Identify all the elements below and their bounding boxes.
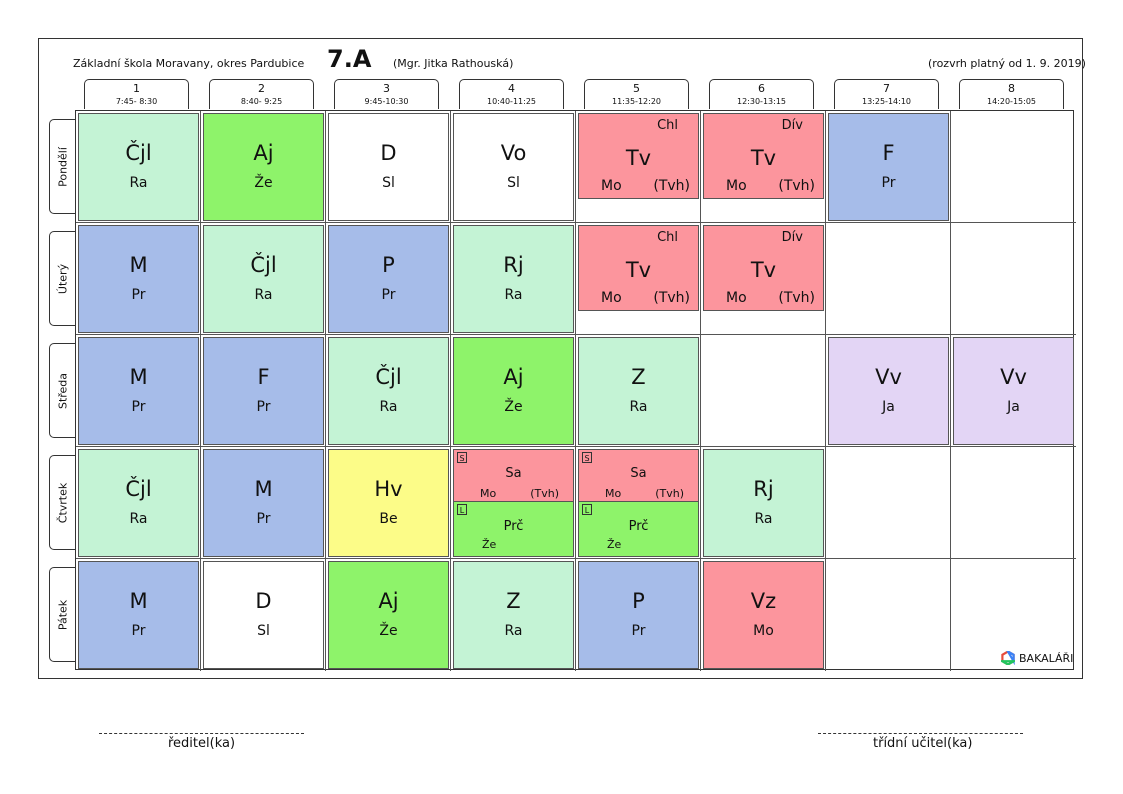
lesson-card — [578, 449, 699, 557]
group-tag-l: L — [582, 504, 592, 515]
day-name: Čtvrtek — [56, 482, 69, 523]
lesson-teacher: Pr — [131, 623, 146, 639]
lesson-subject: P — [632, 589, 645, 613]
lesson-teacher: Že — [504, 399, 523, 415]
lesson-card — [203, 113, 324, 221]
period-header — [459, 79, 564, 109]
period-time: 7:45- 8:30 — [115, 97, 158, 106]
lesson-teacher: Mo — [480, 487, 497, 500]
director-label: ředitel(ka) — [168, 736, 236, 751]
lesson-card — [203, 561, 324, 669]
lesson-room: (Tvh) — [655, 487, 684, 500]
lesson-subject: Rj — [503, 253, 524, 277]
period-header — [209, 79, 314, 109]
lesson-subject: Sa — [505, 466, 522, 481]
lesson-card — [703, 113, 824, 199]
lesson-teacher: Sl — [507, 175, 520, 191]
lesson-teacher: Že — [607, 538, 622, 551]
lesson-card — [828, 337, 949, 445]
lesson-subject: Čjl — [125, 141, 152, 165]
lesson-card — [328, 561, 449, 669]
lesson-room: (Tvh) — [778, 290, 815, 306]
day-name: Pondělí — [56, 146, 69, 187]
period-number: 5 — [633, 82, 640, 95]
lesson-card — [703, 449, 824, 557]
lesson-subject: Prč — [503, 519, 524, 534]
lesson-subject: D — [380, 141, 397, 165]
lesson-teacher: Že — [254, 175, 273, 191]
lesson-card — [703, 225, 824, 311]
period-header — [959, 79, 1064, 109]
lesson-teacher: Ja — [1007, 399, 1020, 415]
period-number: 8 — [1008, 82, 1015, 95]
bakalari-hex-icon — [1001, 651, 1015, 665]
period-number: 3 — [383, 82, 390, 95]
period-header — [709, 79, 814, 109]
lesson-teacher: Ra — [129, 175, 148, 191]
bakalari-logo-text: BAKALÁŘI — [1019, 651, 1074, 665]
lesson-subject: Prč — [628, 519, 649, 534]
day-label — [49, 567, 75, 662]
grid-cell — [826, 559, 951, 671]
lesson-card — [453, 225, 574, 333]
lesson-group-l — [454, 502, 573, 556]
lesson-card — [578, 561, 699, 669]
group-tag-s: S — [457, 452, 467, 463]
bakalari-logo — [1001, 651, 1073, 665]
lesson-subject: F — [882, 141, 895, 165]
lesson-teacher: Sl — [257, 623, 270, 639]
lesson-teacher: Ra — [504, 287, 523, 303]
class-teacher-signature-line — [818, 733, 1023, 734]
grid-cell — [826, 447, 951, 559]
lesson-teacher: Že — [379, 623, 398, 639]
lesson-card — [78, 113, 199, 221]
class-teacher-label: třídní učitel(ka) — [873, 736, 973, 751]
period-header — [834, 79, 939, 109]
lesson-teacher: Pr — [131, 287, 146, 303]
period-time: 9:45-10:30 — [364, 97, 409, 106]
lesson-subject: M — [129, 365, 148, 389]
lesson-card — [203, 225, 324, 333]
lesson-subject: Vo — [500, 141, 527, 165]
day-name: Pátek — [56, 599, 69, 630]
lesson-card — [328, 449, 449, 557]
period-time: 10:40-11:25 — [487, 97, 536, 106]
lesson-subject: Čjl — [250, 253, 277, 277]
period-header — [334, 79, 439, 109]
period-time: 12:30-13:15 — [737, 97, 786, 106]
lesson-card — [453, 337, 574, 445]
period-header — [584, 79, 689, 109]
lesson-subject: Rj — [753, 477, 774, 501]
lesson-subject: Tv — [625, 146, 652, 170]
lesson-room: (Tvh) — [653, 178, 690, 194]
period-time: 13:25-14:10 — [862, 97, 911, 106]
day-label — [49, 455, 75, 550]
lesson-teacher: Pr — [631, 623, 646, 639]
lesson-teacher: Pr — [881, 175, 896, 191]
school-name: Základní škola Moravany, okres Pardubice — [73, 57, 305, 70]
timetable-grid — [75, 110, 1074, 670]
lesson-teacher: Ra — [504, 623, 523, 639]
lesson-subject: Tv — [625, 258, 652, 282]
lesson-card — [703, 561, 824, 669]
validity-note: (rozvrh platný od 1. 9. 2019) — [928, 57, 1086, 70]
lesson-teacher: Ja — [882, 399, 895, 415]
lesson-teacher: Mo — [726, 178, 747, 194]
lesson-teacher: Ra — [379, 399, 398, 415]
lesson-subject: Aj — [378, 589, 399, 613]
lesson-subject: Aj — [253, 141, 274, 165]
lesson-subject: M — [129, 589, 148, 613]
lesson-room: (Tvh) — [778, 178, 815, 194]
lesson-group-s — [579, 450, 698, 502]
period-number: 6 — [758, 82, 765, 95]
lesson-card — [578, 225, 699, 311]
lesson-card — [828, 113, 949, 221]
period-time: 11:35-12:20 — [612, 97, 661, 106]
lesson-card — [78, 561, 199, 669]
lesson-subject: Tv — [750, 146, 777, 170]
lesson-card — [453, 113, 574, 221]
lesson-teacher: Pr — [381, 287, 396, 303]
lesson-card — [453, 449, 574, 557]
day-label — [49, 231, 75, 326]
lesson-room: (Tvh) — [530, 487, 559, 500]
period-number: 2 — [258, 82, 265, 95]
lesson-teacher: Mo — [726, 290, 747, 306]
lesson-subject: D — [255, 589, 272, 613]
lesson-card — [78, 449, 199, 557]
lesson-subject: Vv — [875, 365, 902, 389]
lesson-teacher: Mo — [601, 178, 622, 194]
lesson-teacher: Ra — [629, 399, 648, 415]
day-label — [49, 343, 75, 438]
lesson-group: Dív — [781, 230, 803, 245]
period-header — [84, 79, 189, 109]
lesson-subject: M — [129, 253, 148, 277]
grid-cell — [826, 223, 951, 335]
lesson-group-s — [454, 450, 573, 502]
class-title: 7.A — [327, 45, 372, 73]
lesson-teacher: Be — [379, 511, 398, 527]
day-label — [49, 119, 75, 214]
lesson-card — [78, 225, 199, 333]
class-teacher-name: (Mgr. Jitka Rathouská) — [393, 57, 514, 70]
lesson-subject: Z — [631, 365, 646, 389]
lesson-group: Chl — [657, 230, 678, 245]
lesson-teacher: Že — [482, 538, 497, 551]
period-number: 1 — [133, 82, 140, 95]
period-time: 8:40- 9:25 — [240, 97, 283, 106]
lesson-teacher: Ra — [129, 511, 148, 527]
lesson-subject: Vv — [1000, 365, 1027, 389]
lesson-card — [953, 337, 1074, 445]
lesson-subject: F — [257, 365, 270, 389]
group-tag-l: L — [457, 504, 467, 515]
lesson-teacher: Ra — [754, 511, 773, 527]
lesson-teacher: Pr — [256, 511, 271, 527]
period-number: 4 — [508, 82, 515, 95]
lesson-subject: Tv — [750, 258, 777, 282]
lesson-subject: Aj — [503, 365, 524, 389]
day-name: Středa — [56, 372, 69, 409]
grid-cell — [951, 223, 1076, 335]
lesson-teacher: Mo — [601, 290, 622, 306]
lesson-group: Dív — [781, 118, 803, 133]
grid-cell — [951, 447, 1076, 559]
lesson-teacher: Mo — [605, 487, 622, 500]
grid-cell — [701, 335, 826, 447]
lesson-teacher: Pr — [131, 399, 146, 415]
lesson-subject: Z — [506, 589, 521, 613]
lesson-room: (Tvh) — [653, 290, 690, 306]
lesson-card — [328, 113, 449, 221]
lesson-teacher: Mo — [753, 623, 774, 639]
lesson-card — [203, 337, 324, 445]
period-number: 7 — [883, 82, 890, 95]
lesson-card — [578, 113, 699, 199]
lesson-subject: P — [382, 253, 395, 277]
group-tag-s: S — [582, 452, 592, 463]
director-signature-line — [99, 733, 304, 734]
lesson-subject: Hv — [374, 477, 403, 501]
lesson-group-l — [579, 502, 698, 556]
lesson-subject: Vz — [750, 589, 777, 613]
lesson-card — [328, 337, 449, 445]
period-time: 14:20-15:05 — [987, 97, 1036, 106]
lesson-card — [78, 337, 199, 445]
lesson-subject: Čjl — [375, 365, 402, 389]
lesson-group: Chl — [657, 118, 678, 133]
lesson-teacher: Pr — [256, 399, 271, 415]
lesson-subject: Čjl — [125, 477, 152, 501]
lesson-card — [203, 449, 324, 557]
grid-cell — [951, 111, 1076, 223]
lesson-subject: M — [254, 477, 273, 501]
lesson-teacher: Ra — [254, 287, 273, 303]
day-name: Úterý — [56, 263, 69, 294]
lesson-card — [578, 337, 699, 445]
lesson-teacher: Sl — [382, 175, 395, 191]
lesson-subject: Sa — [630, 466, 647, 481]
lesson-card — [328, 225, 449, 333]
lesson-card — [453, 561, 574, 669]
